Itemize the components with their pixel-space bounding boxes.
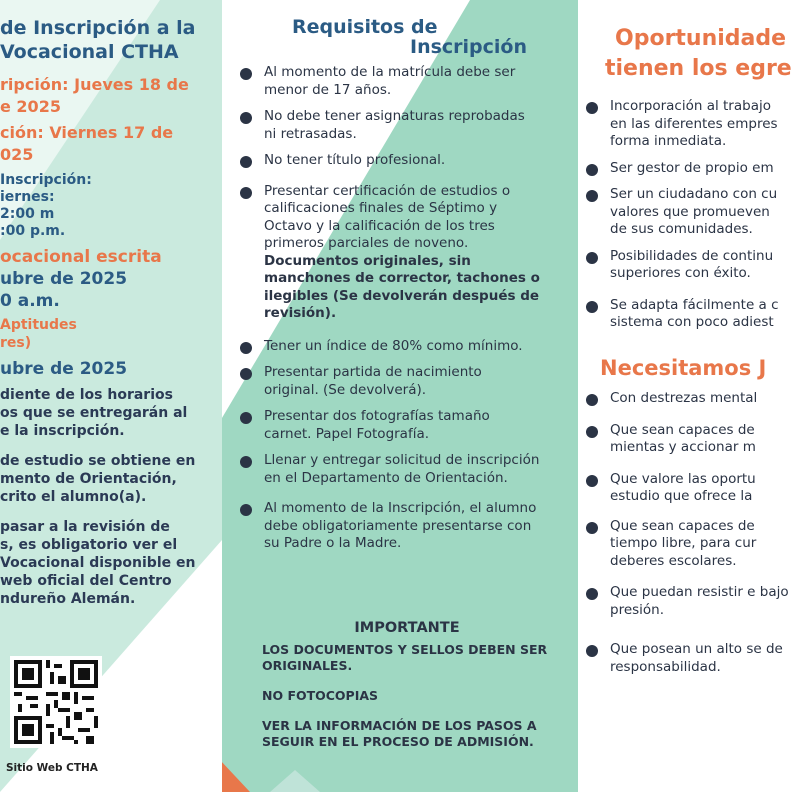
bullet-icon: [240, 187, 252, 199]
list-item-text: Que puedan resistir e bajo presión.: [610, 584, 789, 618]
left-panel: [0, 16, 212, 608]
important-note-1: LOS DOCUMENTOS Y SELLOS DEBEN SER ORIGINALES.: [262, 642, 548, 673]
list-item-text: Que valore las oportu estudio que ofrece la: [610, 470, 756, 504]
list-item-text: Con destrezas mental: [610, 390, 758, 406]
list-item-text: Ser un ciudadano con cu valores que promueven de sus comunidades.: [610, 186, 778, 237]
list-item-text: Llenar y entregar solicitud de inscripción en el Departamento de Orientación.: [264, 452, 540, 486]
list-item: [586, 471, 792, 506]
bullet-icon: [240, 456, 252, 468]
bullet-icon: [240, 504, 252, 516]
list-item: [586, 98, 786, 151]
list-item: [586, 186, 786, 239]
list-item: [586, 390, 792, 408]
list-item: [586, 422, 792, 457]
list-item-text: Presentar partida de nacimiento original. (Se devolverá).: [264, 364, 482, 398]
date1-line-2: e 2025: [0, 97, 61, 116]
list-item: [240, 338, 540, 356]
list-item-text: Presentar certificación de estudios o calificaciones finales de Séptimo y Octavo y la calificación de los tres primeros parciales de noveno.: [264, 182, 511, 251]
bullet-icon: [586, 102, 598, 114]
date2-line-1: ción: Viernes 17 de: [0, 123, 174, 142]
right-panel: [578, 0, 792, 792]
date1-line-1: ripción: Jueves 18 de: [0, 75, 189, 94]
hours-line-2: iernes:: [0, 189, 55, 205]
para3-line-2: s, es obligatorio ver el: [0, 537, 178, 553]
para3-line-4: web oficial del Centro: [0, 573, 172, 589]
list-item-text: Incorporación al trabajo en las diferentes empres forma inmediata.: [610, 98, 778, 149]
oportunidades-title-2: tienen los egre: [605, 56, 792, 81]
exam-title: ocacional escrita: [0, 247, 162, 267]
bullet-icon: [240, 156, 252, 168]
bullet-icon: [240, 412, 252, 424]
bullet-icon: [586, 475, 598, 487]
list-item-bold-text: Documentos originales, sin manchones de corrector, tachones o ilegibles (Se devolverán después de revisión).: [264, 252, 540, 321]
important-box: [262, 620, 552, 750]
list-item-text: Al momento de la matrícula debe ser menor de 17 años.: [264, 64, 516, 98]
important-title: IMPORTANTE: [354, 620, 460, 636]
list-item-text: No tener título profesional.: [264, 152, 446, 168]
date3: ubre de 2025: [0, 359, 128, 379]
bullet-icon: [586, 301, 598, 313]
bullet-icon: [586, 394, 598, 406]
hours-line-1: Inscripción:: [0, 172, 92, 188]
list-item: [240, 500, 540, 553]
qr-caption: Sitio Web CTHA: [6, 762, 98, 774]
aptitudes-line-1: Aptitudes: [0, 317, 77, 333]
bullet-icon: [240, 68, 252, 80]
list-item-text: No debe tener asignaturas reprobadas ni retrasadas.: [264, 108, 525, 142]
bullet-icon: [240, 112, 252, 124]
date2-line-2: 025: [0, 145, 34, 164]
bullet-icon: [586, 164, 598, 176]
oportunidades-title-1: Oportunidade: [615, 26, 787, 51]
para1-line-3: e la inscripción.: [0, 423, 125, 439]
list-item-text: Posibilidades de continu superiores con éxito.: [610, 247, 774, 281]
list-item: [240, 452, 540, 487]
bullet-icon: [586, 588, 598, 600]
para2-line-2: mento de Orientación,: [0, 471, 177, 487]
exam-time: 0 a.m.: [0, 291, 60, 311]
hours-line-3: 2:00 m: [0, 206, 55, 222]
list-item: [240, 152, 540, 170]
list-item: [240, 183, 540, 323]
list-item-text: Ser gestor de propio em: [610, 159, 774, 176]
list-item: [586, 248, 786, 283]
bullet-icon: [240, 342, 252, 354]
para1-line-2: os que se entregarán al: [0, 405, 188, 421]
list-item-text: Se adapta fácilmente a c sistema con poco adiest: [610, 296, 779, 330]
list-item: [240, 108, 540, 143]
para3-line-1: pasar a la revisión de: [0, 519, 170, 535]
list-item-text: Al momento de la Inscripción, el alumno debe obligatoriamente presentarse con su Padre o la Madre.: [264, 500, 537, 551]
necesitamos-list: [586, 390, 792, 676]
list-item: [240, 364, 540, 399]
bullet-icon: [586, 522, 598, 534]
bullet-icon: [586, 190, 598, 202]
list-item-text: Presentar dos fotografías tamaño carnet. Papel Fotografía.: [264, 408, 490, 442]
necesitamos-title: Necesitamos J: [600, 356, 767, 380]
exam-date: ubre de 2025: [0, 269, 128, 289]
list-item-text: Que sean capaces de tiempo libre, para cur deberes escolares.: [610, 517, 757, 569]
para3-line-3: Vocacional disponible en: [0, 555, 196, 571]
important-note-3: VER LA INFORMACIÓN DE LOS PASOS A SEGUIR EN EL PROCESO DE ADMISIÓN.: [262, 718, 537, 749]
list-item: [586, 584, 792, 619]
bullet-icon: [586, 426, 598, 438]
list-item: [586, 297, 786, 332]
title-line-1: de Inscripción a la: [0, 17, 196, 39]
list-item: [586, 518, 792, 571]
aptitudes-line-2: res): [0, 335, 32, 351]
list-item: [586, 160, 786, 178]
oportunidades-list: [586, 98, 786, 332]
para3-line-5: ndureño Alemán.: [0, 591, 136, 607]
list-item-text: Que posean un alto se de responsabilidad.: [610, 641, 783, 675]
bullet-icon: [240, 368, 252, 380]
requisitos-title-2: Inscripción: [410, 36, 528, 58]
qr-code[interactable]: [10, 656, 102, 748]
list-item: [586, 641, 792, 676]
para1-line-1: diente de los horarios: [0, 387, 173, 403]
hours-line-4: :00 p.m.: [0, 223, 66, 239]
list-item: [240, 64, 540, 99]
title-line-2: Vocacional CTHA: [0, 41, 179, 63]
bullet-icon: [586, 645, 598, 657]
list-item-text: Tener un índice de 80% como mínimo.: [264, 337, 523, 354]
requisitos-title-1: Requisitos de: [292, 16, 438, 38]
requisitos-list: [240, 64, 540, 553]
list-item-text: Que sean capaces de mientas y accionar m: [610, 421, 756, 455]
bullet-icon: [586, 252, 598, 264]
important-note-2: NO FOTOCOPIAS: [262, 688, 379, 703]
para2-line-3: crito el alumno(a).: [0, 489, 147, 505]
para2-line-1: de estudio se obtiene en: [0, 453, 196, 469]
list-item: [240, 408, 540, 443]
